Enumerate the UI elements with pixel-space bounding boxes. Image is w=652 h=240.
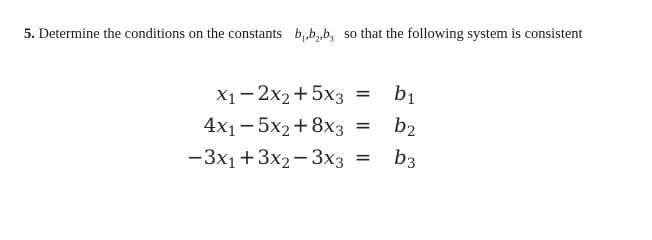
problem-number: 5. bbox=[24, 26, 35, 42]
equation-row bbox=[0, 110, 652, 140]
variable: x bbox=[270, 145, 282, 169]
constant-b1: $b_1$ bbox=[294, 26, 306, 44]
equation-rhs bbox=[394, 142, 416, 175]
equation-lhs bbox=[204, 110, 344, 143]
variable: b bbox=[394, 145, 407, 169]
subscript: 2 bbox=[281, 124, 291, 140]
problem-text-before: Determine the conditions on the constants bbox=[38, 26, 283, 42]
equation-row bbox=[0, 142, 652, 172]
equation-term bbox=[311, 81, 344, 108]
equation-term bbox=[257, 81, 291, 108]
equation-term bbox=[186, 145, 237, 172]
operator: + bbox=[238, 145, 256, 169]
subscript: 1 bbox=[227, 92, 237, 108]
subscript: 3 bbox=[335, 124, 344, 140]
coefficient: 3 bbox=[257, 145, 271, 169]
problem-text-after: so that the following system is consistent bbox=[344, 26, 583, 42]
variable: b bbox=[394, 113, 407, 137]
equation-term bbox=[257, 145, 291, 172]
equation-rhs bbox=[394, 110, 416, 143]
equals-sign: = bbox=[354, 113, 372, 137]
equation-lhs bbox=[216, 78, 344, 111]
coefficient: 8 bbox=[311, 113, 324, 137]
subscript: 1 bbox=[406, 92, 416, 108]
variable: b bbox=[394, 81, 407, 105]
subscript: 2 bbox=[281, 92, 291, 108]
subscript: 3 bbox=[335, 156, 344, 172]
equation-term bbox=[257, 113, 291, 140]
variable: x bbox=[270, 113, 282, 137]
operator: − bbox=[292, 145, 310, 169]
constants-list: $b_1,b_2,b_3$ bbox=[294, 26, 334, 44]
operator: + bbox=[292, 81, 310, 105]
subscript: 1 bbox=[227, 156, 237, 172]
variable: x bbox=[270, 81, 282, 105]
equation-row bbox=[0, 78, 652, 108]
equals-sign: = bbox=[354, 145, 372, 169]
variable: x bbox=[216, 113, 228, 137]
coefficient: 2 bbox=[257, 81, 271, 105]
constant-b2: $b_2$ bbox=[308, 26, 320, 44]
subscript: 3 bbox=[335, 92, 344, 108]
equation-rhs bbox=[394, 78, 416, 111]
subscript: 1 bbox=[227, 124, 237, 140]
equation-term bbox=[203, 113, 237, 140]
operator: − bbox=[238, 81, 256, 105]
operator: + bbox=[292, 113, 310, 137]
variable: x bbox=[323, 145, 336, 169]
coefficient: 5 bbox=[257, 113, 271, 137]
variable: x bbox=[216, 81, 228, 105]
subscript: 2 bbox=[406, 124, 416, 140]
subscript: 2 bbox=[281, 156, 291, 172]
variable: x bbox=[216, 145, 228, 169]
coefficient: 5 bbox=[311, 81, 324, 105]
variable: x bbox=[323, 81, 336, 105]
constant-b3: $b_3$ bbox=[323, 26, 334, 44]
equation-lhs bbox=[187, 142, 344, 175]
coefficient: 3 bbox=[311, 145, 324, 169]
equation-term bbox=[311, 145, 344, 172]
equation-term bbox=[311, 113, 344, 140]
equation-term bbox=[216, 81, 237, 108]
coefficient: −3 bbox=[186, 145, 217, 169]
subscript: 3 bbox=[406, 156, 416, 172]
coefficient: 4 bbox=[203, 113, 217, 137]
equals-sign: = bbox=[354, 81, 372, 105]
operator: − bbox=[238, 113, 256, 137]
variable: x bbox=[323, 113, 336, 137]
